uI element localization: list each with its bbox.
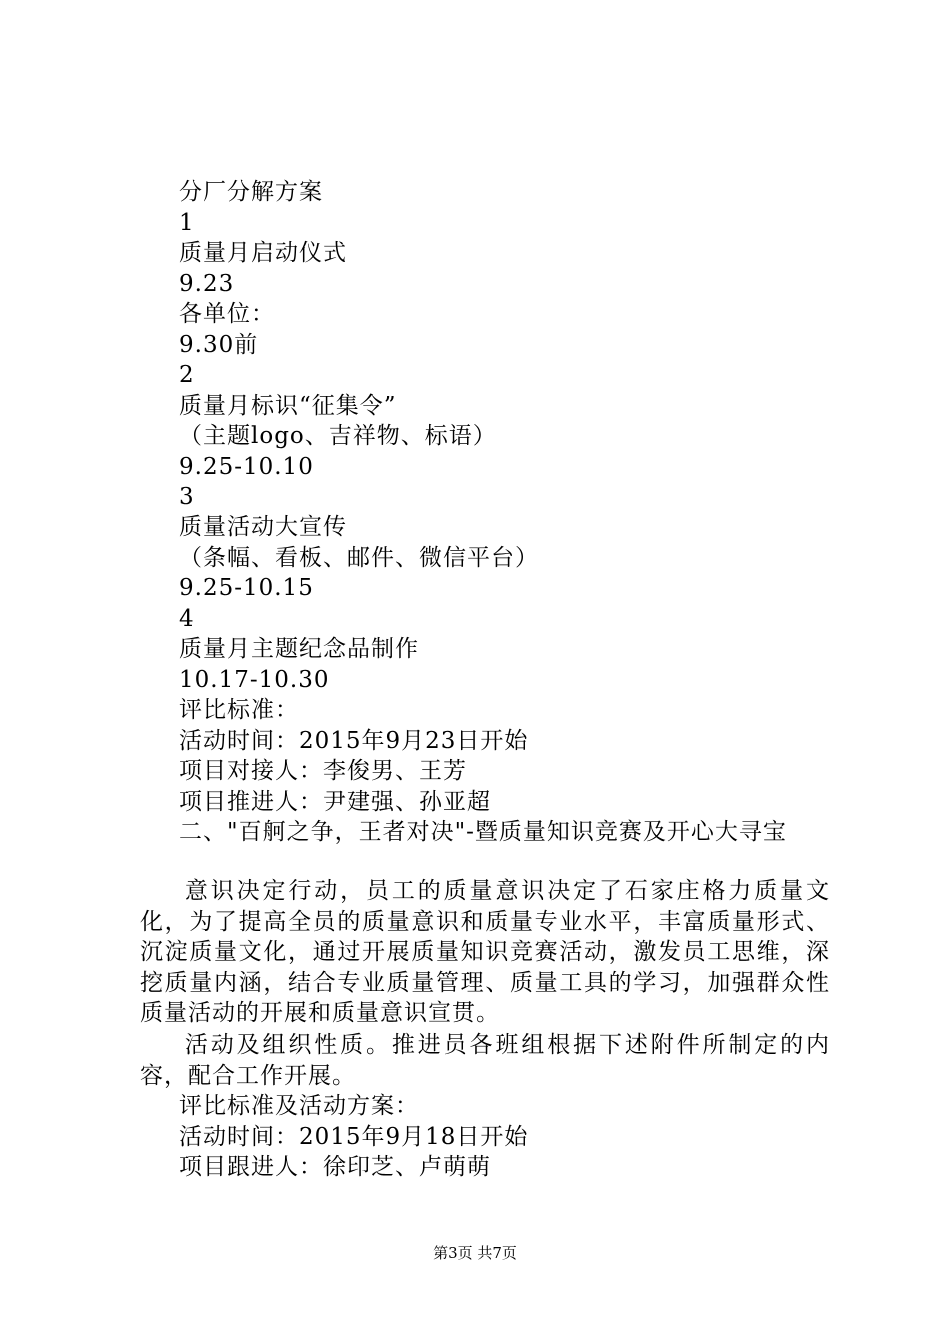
section-heading: 二、"百舸之争，王者对决"-暨质量知识竞赛及开心大寻宝 — [179, 819, 787, 845]
text-line: 1 — [179, 210, 195, 236]
text-line: 各单位： — [179, 301, 275, 327]
page-footer: 第3页 共7页 — [433, 1244, 517, 1262]
text-line: 4 — [179, 606, 195, 632]
body-paragraph: 意识决定行动，员工的质量意识决定了石家庄格力质量文化，为了提高全员的质量意识和质量专业水平，丰富质量形式、沉淀质量文化，通过开展质量知识竞赛活动，激发员工思维，深挖质量内涵，结合专业质量管理、质量工具的学习，加强群众性质量活动的开展和质量意识宣贯。 — [140, 878, 830, 1026]
text-line: 10.17-10.30 — [179, 667, 330, 693]
text-line: 9.23 — [179, 271, 235, 297]
text-line: 9.25-10.10 — [179, 454, 314, 480]
text-line: 3 — [179, 484, 195, 510]
text-line: 评比标准及活动方案： — [179, 1093, 419, 1119]
text-line: 项目对接人：李俊男、王芳 — [179, 758, 467, 784]
text-line: 质量月启动仪式 — [179, 240, 347, 266]
text-line: （主题logo、吉祥物、标语） — [179, 423, 497, 449]
text-line: 9.30前 — [179, 332, 259, 358]
text-line: 质量月标识“征集令” — [179, 393, 397, 419]
text-line: 2 — [179, 362, 195, 388]
text-line: 分厂分解方案 — [179, 179, 323, 205]
text-line: 项目跟进人：徐印芝、卢萌萌 — [179, 1154, 491, 1180]
body-paragraph: 活动及组织性质。推进员各班组根据下述附件所制定的内容，配合工作开展。 — [140, 1032, 830, 1089]
text-line: 评比标准： — [179, 697, 299, 723]
text-line: 活动时间：2015年9月23日开始 — [179, 728, 529, 754]
text-line: 9.25-10.15 — [179, 575, 314, 601]
text-line: 质量活动大宣传 — [179, 514, 347, 540]
text-line: 活动时间：2015年9月18日开始 — [179, 1124, 529, 1150]
text-line: 质量月主题纪念品制作 — [179, 636, 419, 662]
text-line: （条幅、看板、邮件、微信平台） — [179, 545, 539, 571]
text-line: 项目推进人：尹建强、孙亚超 — [179, 789, 491, 815]
